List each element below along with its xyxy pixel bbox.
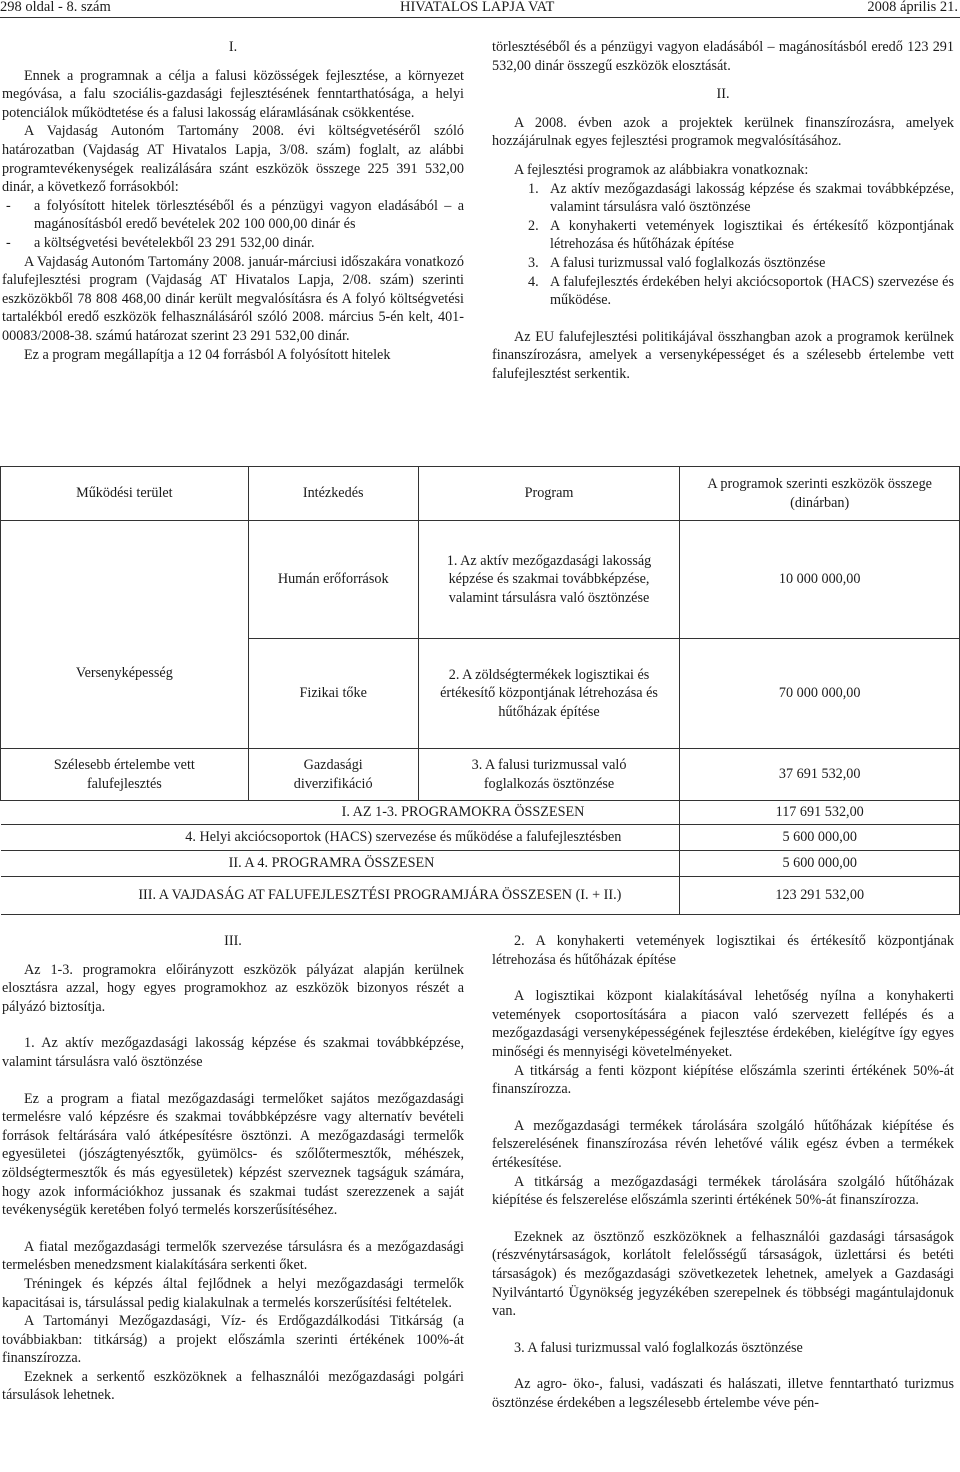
table-cell: I. AZ 1-3. PROGRAMOKRA ÖSSZESEN	[1, 801, 680, 825]
list-item-text: Az aktív mezőgazdasági lakosság képzése és szakmai továbbképzése, valamint társulásra való ösztönzése	[550, 180, 954, 216]
spacer	[492, 75, 954, 85]
paragraph: A 2008. évben azok a projektek kerülnek finanszírozásra, amelyek hozzájárulnak egyes fejlesztési programok megvalósításához.	[492, 114, 954, 150]
spacer	[2, 1072, 464, 1090]
subheading: 2. A konyhakerti vetemények logisztikai és értékesítő központjának létrehozása és hűtőházak építése	[492, 933, 954, 968]
table-cell: 5 600 000,00	[680, 850, 960, 876]
table-cell: 5 600 000,00	[680, 824, 960, 850]
table-cell: 123 291 532,00	[680, 876, 960, 914]
section-heading-iii: III.	[224, 933, 242, 949]
program-funding-table	[0, 466, 960, 915]
table-cell: 10 000 000,00	[680, 521, 960, 639]
paragraph: A Tartományi Mezőgazdasági, Víz- és Erdőgazdálkodási Titkárság (a továbbiakban: titkárság) a projekt előszámla szerinti értékének 100%-át finanszírozza.	[2, 1313, 464, 1367]
paragraph: A titkárság a mezőgazdasági termékek tárolására szolgáló hűtőházak kiépítése és felszerelése előszámla szerinti értékének 50%-át finanszírozza.	[492, 1173, 954, 1209]
list-item: 2. A konyhakerti vetemények logisztikai és értékesítő központjának létrehozása és hűtőházak építése	[528, 217, 954, 253]
section-heading-ii: II.	[716, 86, 730, 103]
section-heading-i: I.	[228, 39, 238, 55]
header-journal-title: HIVATALOS LAPJA VAT	[400, 0, 555, 15]
spacer	[492, 151, 954, 161]
bottom-left-column	[2, 932, 464, 1405]
column-header: A programok szerinti eszközök összege (dinárban)	[680, 467, 960, 521]
list-item-text: a folyósított hitelek törlesztéséből és a pénzügyi vagyon eladásából – a magánosításból eredő bevételek 202 100 000,00 dinár és	[34, 197, 464, 233]
spacer	[492, 969, 954, 987]
paragraph: Ez a program megállapítja a 12 04 forrásból A folyósított hitelek	[24, 346, 391, 363]
bottom-right-column	[492, 932, 954, 1412]
table-cell: Versenyképesség	[1, 521, 249, 749]
header-rule	[0, 17, 960, 18]
paragraph: Tréningek és képzés által fejlődnek a helyi mezőgazdasági termelők kapacitásai is, társulással pedig kialakulnak a termelés korszerűsítési feltételek.	[2, 1275, 464, 1311]
spacer	[492, 1357, 954, 1375]
paragraph: törlesztéséből és a pénzügyi vagyon eladásából – magánosításból eredő 123 291 532,00 dinár összegű eszközök elosztását.	[492, 39, 954, 74]
table-row	[1, 801, 960, 825]
subheading: 1. Az aktív mezőgazdasági lakosság képzése és szakmai továbbképzése, valamint társulásra való ösztönzése	[2, 1035, 464, 1070]
list-item-text: A falufejlesztés érdekében helyi akciócsoportok (HACS) szervezése és működése.	[550, 273, 954, 309]
header-page-number: 298 oldal - 8. szám	[0, 0, 111, 15]
paragraph: Ez a program a fiatal mezőgazdasági termelőket sajátos mezőgazdasági termelésre való képzésre és szakmai továbbképzésre vagy alternatív bevételi források feltárására való átképesítésre ösztönzi. A mezőgazdasági termelők egyesületei (jószágtenyésztők, gyümölcs- és szőlőtermesztők, méhészek, zöldségtermesztők és más egyesületek) képzést szerveznek tagságuk számára, hogy azok információkhoz jussanak és szakmai tudást szerezzenek a saját tevékenységük keretében folyó termelés korszerűsítéséhez.	[2, 1090, 464, 1219]
spacer	[492, 1099, 954, 1117]
spacer	[2, 1220, 464, 1238]
subheading: 3. A falusi turizmussal való foglalkozás ösztönzése	[514, 1339, 803, 1356]
spacer	[2, 951, 464, 961]
table-cell: 117 691 532,00	[680, 801, 960, 825]
table-row	[1, 850, 960, 876]
paragraph: Az agro- öko-, falusi, vadászati és halászati, illetve fenntartható turizmus ösztönzése érdekében a legszélesebb értelembe véve pén-	[492, 1376, 954, 1411]
spacer	[492, 310, 954, 328]
table-row	[1, 749, 960, 801]
table-cell: Fizikai tőke	[248, 639, 418, 749]
spacer	[492, 104, 954, 114]
paragraph: Az 1-3. programokra előirányzott eszközök pályázat alapján kerülnek elosztásra azzal, hogy egyes programokhoz az eszközök bizonyos részét a pályázó biztosítja.	[2, 961, 464, 1015]
table-cell: Szélesebb értelembe vett falufejlesztés	[1, 749, 249, 801]
table-cell: 37 691 532,00	[680, 749, 960, 801]
list-item-text: a költségvetési bevételekből 23 291 532,00 dinár.	[34, 234, 315, 251]
list-item-text: A konyhakerti vetemények logisztikai és értékesítő központjának létrehozása és hűtőházak építése	[550, 217, 954, 253]
table-cell: 3. A falusi turizmussal való foglalkozás ösztönzése	[418, 749, 680, 801]
paragraph: A Vajdaság Autonóm Tartomány 2008. évi költségvetéséről szóló határozatban (Vajdaság AT Hivatalos Lapja, 3/08. szám) foglalt, az alábbi programtevékenységek realizálására szánt eszközök összege 225 391 532,00 dinár, a következő forrásokból:	[2, 123, 464, 196]
paragraph: A fejlesztési programok az alábbiakra vonatkoznak:	[514, 161, 809, 178]
table-cell: 2. A zöldségtermékek logisztikai és értékesítő központjának létrehozása és hűtőházak építése	[418, 639, 680, 749]
table-header-row	[1, 467, 960, 521]
paragraph: A mezőgazdasági termékek tárolására szolgáló hűtőházak kiépítése és felszerelésének finanszírozása révén lehetővé válik egész évben a termékek értékesítése.	[492, 1117, 954, 1171]
list-item: - a költségvetési bevételekből 23 291 532,00 dinár.	[2, 234, 464, 253]
paragraph: A fiatal mezőgazdasági termelők szervezése társulásra és a mezőgazdasági termelésben menedzsment kialakítására serkenti őket.	[2, 1238, 464, 1274]
table-cell: 4. Helyi akciócsoportok (HACS) szervezése és működése a falufejlesztésben	[1, 824, 680, 850]
spacer	[492, 1210, 954, 1228]
paragraph: A logisztikai központ kialakításával lehetőség nyílna a konyhakerti vetemények csoportosítására a piacon való szervezett fellépés és a mezőgazdasági versenyképességének fejlesztése érdekében, kielégítve így egyes minőségi és mennyiségi követelményeket.	[492, 988, 954, 1060]
column-header: Működési terület	[1, 467, 249, 521]
paragraph: Ennek a programnak a célja a falusi közösségek fejlesztése, a környezet megóvása, a falu szociális-gazdasági fejlesztésének fenntarthatósága, a helyi potenciálok működtetése és a falusi lakosság elárамlásának csökkentése.	[2, 67, 464, 121]
header-date: 2008 április 21.	[867, 0, 958, 15]
spacer	[492, 1321, 954, 1339]
paragraph: Ezeknek az ösztönző eszközöknek a felhasználói gazdasági társaságok (részvénytársaságok, korlátolt felelősségű társaságok, üzlettársi és betéti társaságok) és mezőgazdasági szövetkezetek lehetnek, amelyek a Gazdasági Nyilvántartó Ügynökség jegyzékében szerepelnek és többségi magántulajdonuk van.	[492, 1228, 954, 1320]
column-header: Program	[418, 467, 680, 521]
paragraph: A Vajdaság Autonóm Tartomány 2008. január-márciusi időszakára vonatkozó falufejlesztési program (Vajdaság AT Hivatalos Lapja, 2/08. szám) szerinti eszközökből 78 808 468,00 dinár került megvalósításra és A folyó költségvetési tartalékból eredő eszközök felhasználásáról szóló 2008. március 5-én kelt, 401-00083/2008-38. számú határozat szerint 23 291 532,00 dinár.	[2, 253, 464, 344]
column-header: Intézkedés	[248, 467, 418, 521]
list-item-text: A falusi turizmussal való foglalkozás ösztönzése	[550, 254, 826, 271]
spacer	[2, 1016, 464, 1034]
table-cell: Humán erőforrások	[248, 521, 418, 639]
list-item: 1. Az aktív mezőgazdasági lakosság képzése és szakmai továbbképzése, valamint társulásra való ösztönzése	[528, 180, 954, 216]
table-row	[1, 876, 960, 914]
list-item: - a folyósított hitelek törlesztéséből és a pénzügyi vagyon eladásából – a magánosításból eredő bevételek 202 100 000,00 dinár és	[6, 197, 464, 233]
spacer	[2, 57, 464, 67]
list-item: 3. A falusi turizmussal való foglalkozás ösztönzése	[492, 254, 954, 273]
paragraph: Az EU falufejlesztési politikájával összhangban azok a programok kerülnek finanszírozásra, amelyek a versenyképességet és a szélesebb értelembe vett falufejlesztést serkentik.	[492, 328, 954, 382]
table-cell: Gazdasági diverzifikáció	[248, 749, 418, 801]
top-right-column	[492, 38, 954, 384]
top-left-column	[2, 38, 464, 364]
table-cell: II. A 4. PROGRAMRA ÖSSZESEN	[1, 850, 680, 876]
list-item: 4. A falufejlesztés érdekében helyi akciócsoportok (HACS) szervezése és működése.	[528, 273, 954, 309]
table-row	[1, 521, 960, 639]
paragraph: Ezeknek a serkentő eszközöknek a felhasználói mezőgazdasági polgári társulások lehetnek.	[2, 1368, 464, 1404]
page-header	[0, 0, 960, 16]
table-cell: 70 000 000,00	[680, 639, 960, 749]
paragraph: A titkárság a fenti központ kiépítése előszámla szerinti értékének 50%-át finanszírozza.	[492, 1062, 954, 1098]
table-cell: III. A VAJDASÁG AT FALUFEJLESZTÉSI PROGRAMJÁRA ÖSSZESEN (I. + II.)	[1, 876, 680, 914]
table-cell: 1. Az aktív mezőgazdasági lakosság képzése és szakmai továbbképzése, valamint társulásra való ösztönzése	[418, 521, 680, 639]
table-row	[1, 824, 960, 850]
